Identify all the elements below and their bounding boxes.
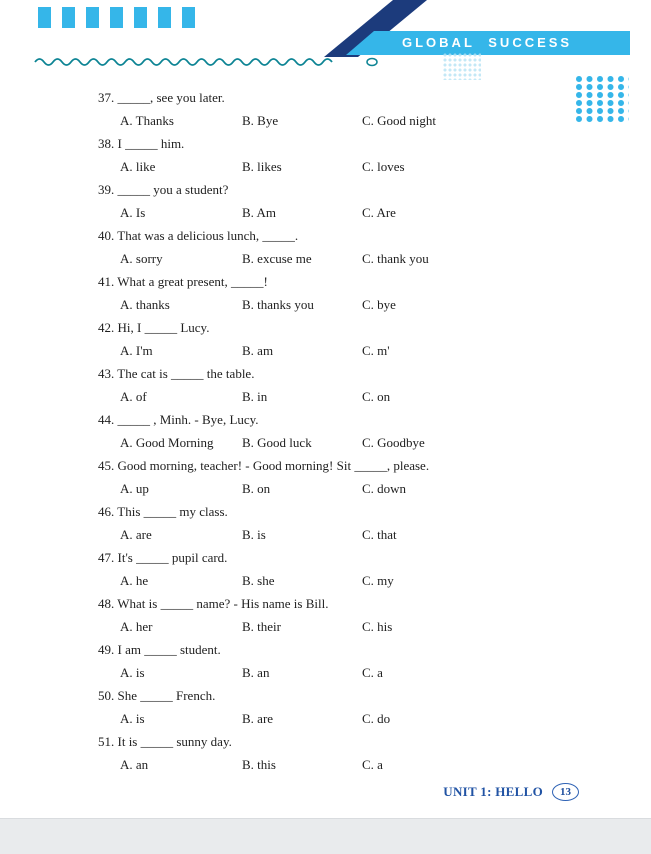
option-b: B. are [242, 711, 274, 726]
question-42 [0, 316, 651, 362]
brand-title: GLOBAL SUCCESS [402, 35, 573, 50]
question-text: _____ , Minh. - Bye, Lucy. [117, 412, 259, 427]
question-number: 43. [98, 366, 115, 381]
question-48 [0, 592, 651, 638]
option-c: C. Goodbye [362, 435, 425, 450]
question-stem [0, 546, 651, 569]
question-number: 44. [98, 412, 115, 427]
option-c: C. my [362, 573, 394, 588]
question-number: 47. [98, 550, 115, 565]
question-options [0, 569, 651, 592]
option-b: B. an [242, 665, 270, 680]
option-c: C. on [362, 389, 391, 404]
question-options [0, 109, 651, 132]
question-38 [0, 132, 651, 178]
question-text: It's _____ pupil card. [117, 550, 228, 565]
wave-path [35, 59, 332, 65]
option-a: A. like [120, 159, 156, 174]
question-text: Good morning, teacher! - Good morning! Sit _____, please. [117, 458, 430, 473]
question-options [0, 431, 651, 454]
question-stem [0, 132, 651, 155]
question-options [0, 293, 651, 316]
option-a: A. Is [120, 205, 146, 220]
question-stem [0, 224, 651, 247]
question-options [0, 247, 651, 270]
question-number: 42. [98, 320, 115, 335]
option-a: A. of [120, 389, 147, 404]
option-b: B. this [242, 757, 276, 772]
question-options [0, 707, 651, 730]
option-c: C. his [362, 619, 393, 634]
question-options [0, 615, 651, 638]
wave-line-decoration [30, 53, 390, 69]
option-b: B. she [242, 573, 275, 588]
question-text: It is _____ sunny day. [117, 734, 232, 749]
question-number: 39. [98, 182, 115, 197]
question-stem [0, 592, 651, 615]
option-a: A. her [120, 619, 153, 634]
question-stem [0, 638, 651, 661]
option-c: C. Good night [362, 113, 437, 128]
question-number: 50. [98, 688, 115, 703]
question-number: 41. [98, 274, 115, 289]
unit-label: UNIT 1: HELLO [443, 784, 543, 799]
option-c: C. down [362, 481, 407, 496]
option-a: A. Good Morning [120, 435, 214, 450]
question-stem [0, 408, 651, 431]
question-51 [0, 730, 651, 776]
question-stem [0, 500, 651, 523]
question-46 [0, 500, 651, 546]
question-text: This _____ my class. [117, 504, 228, 519]
option-b: B. is [242, 527, 266, 542]
question-text: What is _____ name? - His name is Bill. [117, 596, 329, 611]
question-45 [0, 454, 651, 500]
question-stem [0, 316, 651, 339]
header-band-graphic [0, 0, 651, 60]
option-c: C. that [362, 527, 397, 542]
question-options [0, 753, 651, 776]
option-c: C. a [362, 665, 383, 680]
question-text: The cat is _____ the table. [117, 366, 255, 381]
question-text: _____, see you later. [117, 90, 225, 105]
question-stem [0, 362, 651, 385]
question-number: 46. [98, 504, 115, 519]
option-c: C. bye [362, 297, 396, 312]
question-37 [0, 86, 651, 132]
option-a: A. he [120, 573, 149, 588]
question-number: 38. [98, 136, 115, 151]
question-44 [0, 408, 651, 454]
question-text: I am _____ student. [117, 642, 221, 657]
question-stem [0, 86, 651, 109]
option-b: B. on [242, 481, 271, 496]
option-a: A. is [120, 665, 145, 680]
option-a: A. I'm [120, 343, 153, 358]
question-list [0, 86, 651, 776]
option-b: B. excuse me [242, 251, 312, 266]
option-c: C. thank you [362, 251, 429, 266]
option-c: C. loves [362, 159, 405, 174]
question-text: _____ you a student? [117, 182, 229, 197]
option-a: A. up [120, 481, 149, 496]
question-number: 48. [98, 596, 115, 611]
option-b: B. in [242, 389, 268, 404]
question-text: Hi, I _____ Lucy. [117, 320, 210, 335]
option-c: C. Are [362, 205, 396, 220]
page-edge-strip [0, 818, 651, 854]
question-number: 49. [98, 642, 115, 657]
option-a: A. are [120, 527, 152, 542]
page-number-badge: 13 [552, 783, 579, 801]
option-b: B. their [242, 619, 281, 634]
question-options [0, 523, 651, 546]
halftone-dots-decoration [443, 53, 481, 80]
question-text: I _____ him. [117, 136, 185, 151]
question-number: 40. [98, 228, 115, 243]
option-b: B. am [242, 343, 274, 358]
question-50 [0, 684, 651, 730]
question-41 [0, 270, 651, 316]
option-c: C. do [362, 711, 391, 726]
question-text: She _____ French. [117, 688, 216, 703]
option-a: A. sorry [120, 251, 163, 266]
question-43 [0, 362, 651, 408]
question-number: 45. [98, 458, 115, 473]
option-b: B. Good luck [242, 435, 312, 450]
question-40 [0, 224, 651, 270]
question-options [0, 477, 651, 500]
question-text: That was a delicious lunch, _____. [117, 228, 299, 243]
question-options [0, 155, 651, 178]
option-a: A. an [120, 757, 149, 772]
question-47 [0, 546, 651, 592]
option-b: B. likes [242, 159, 282, 174]
question-number: 37. [98, 90, 115, 105]
question-stem [0, 730, 651, 753]
question-39 [0, 178, 651, 224]
question-options [0, 201, 651, 224]
option-a: A. Thanks [120, 113, 174, 128]
question-number: 51. [98, 734, 115, 749]
question-text: What a great present, _____! [117, 274, 268, 289]
question-options [0, 661, 651, 684]
option-a: A. thanks [120, 297, 170, 312]
option-c: C. m' [362, 343, 390, 358]
question-stem [0, 454, 651, 477]
page-footer [443, 783, 579, 801]
question-options [0, 339, 651, 362]
option-c: C. a [362, 757, 383, 772]
question-49 [0, 638, 651, 684]
question-stem [0, 270, 651, 293]
option-a: A. is [120, 711, 145, 726]
question-options [0, 385, 651, 408]
wave-end-ellipse [367, 59, 377, 66]
option-b: B. thanks you [242, 297, 314, 312]
option-b: B. Am [242, 205, 276, 220]
option-b: B. Bye [242, 113, 279, 128]
question-stem [0, 684, 651, 707]
question-stem [0, 178, 651, 201]
